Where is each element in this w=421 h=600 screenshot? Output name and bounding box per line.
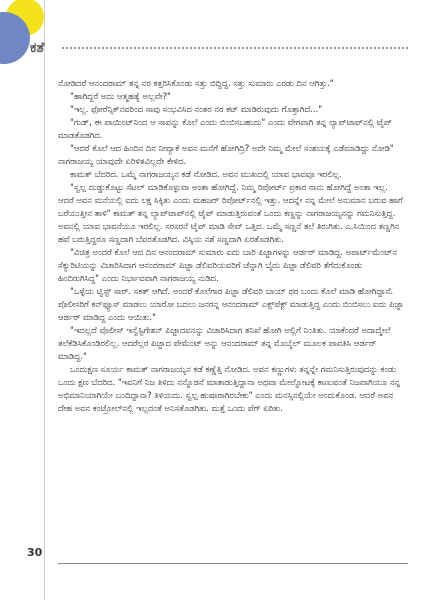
paragraph: "ಆದರೆ ಕೊಲೆ ಆದ ಹಿಂದಿನ ದಿನ ನೀವ್ಯಾಕೆ ಅವನ ಮನೆಗೆ ಹೋಗಿದ್ರಿ? ಅದೇ ನಿಮ್ಮ ಮೇಲೆ ಸಂಶಯಕ್ಕೆ ಎಡೆಮಾಡಿದ್ದು ನೋಡಿ" ನಾಗರಾಜಯ್ಯ ಯಾವುದೇ ಏರಿಳಿತವಿಲ್ಲದೇ ಕೇಳಿದ. [58,143,394,166]
paragraph: "ಇಲ್ಲ. ಫೋರೆನ್ಸಿಕ್‌ನವರಿಂದ ಸಾವು ಸಂಭವಿಸಿದ ನಂತರ ನರ ಕಟ್ ಮಾಡಿರುವುದು ಗೊತ್ತಾಗಿದೆ..." [70,104,323,114]
paragraph: "ಸ್ವಲ್ಪ ದುಡ್ಡುಕೊಟ್ಟು ಸೆಟಲ್ ಮಾಡಿಕೊಳ್ಳುವಾ ಅಂತಾ ಹೋಗಿದ್ದೆ. ನಿಮ್ಮ ರಿಪೋರ್ಟ್ ಪ್ರಕಾರ ನಾನು ಹೋಗಿದ್ದೆ ಅಂತಾ ಇಲ್ಲ. ಆದರೆ ಅವನ ಮನೆಯಲ್ಲಿ ಐದು ಲಕ್ಷ ಸಿಕ್ಕಿತು ಎಂದು ಮಹಜರ್ ರಿಪೋರ್ಟ್‌ನಲ್ಲಿ ಇತ್ತು. ಆದನ್ನೇ ನನ್ನ ಮೇಲೆ ಅನುಮಾನ ಬರುವ ಹಾಗೆ ಬರೆಯುತ್ತೀನ ತಾಳಿ" ಕಾಮತ್ ತನ್ನ ಲ್ಯಾಪ್‌ಟಾಪ್‌ನಲ್ಲಿ ಟೈಪ್ ಮಾಡುತ್ತಿರುವಂತೆ ಒಂದು ಕಣ್ಣನ್ನು ನಾಗರಾಜಯ್ಯನನ್ನು ಗಮನಿಸುತ್ತಿದ್ದ. ಅವನಲ್ಲಿ ಯಾವ ಭಾವನೆಯೂ ಇರಲಿಲ್ಲ. ಸರಸರನೆ ಟೈಪ್ ಮಾಡಿ ಸೇವ್ ಒತ್ತಿದ. ಒಮ್ಮೆ ಸಣ್ಣನೆ ತಲೆ ತಿರುಗಿತು. ಎ.ಸಿಯಿಂದ ತಣ್ಣಗಿನ ಹವೆ ಬರುತ್ತಿದ್ದರೂ ಸಣ್ಣದಾಗಿ ಬೆವರತೊಡಗಿದ. ವಿಸ್ಕಿಯ ನಶೆ ಸಣ್ಣದಾಗಿ ಏರತೊಡಗಿತು. [58,182,403,244]
paragraph: "ಒಳ್ಳೆಯ ಟ್ವಿಸ್ಟ್ ಸಾರ್. ಸಕತ್ ಆಗಿದೆ. ಅಂದರೆ ಕೊಲೆಗಾರ ಪಿಜ್ಜಾ ಡೆಲಿವರಿ ಬಾಯ್ ಥರ ಬಂದು ಕೊಲೆ ಮಾಡಿ ಹೋಗಿದ್ದಾನೆ. ಪೊಲೀಸರಿಗೆ ಕನ್‌ಫ್ಯೂಸ್ ಮಾಡಲು ಯಾರೋ ಬದಲು ಜನರನ್ನ ಆನಂದರಾಮ್ ಎಕ್ಸ್‌ಪೆಕ್ಟ್ ಮಾಡುತ್ತಿದ್ದ ಎಂದು ಬಿಂಬಿಸಲು ಐದು ಪಿಜ್ಜಾ ಆರ್ಡರ್ ಮಾಡಿದ್ದ ಎಂದು ಆಯಿತು." [58,286,404,322]
paragraph: "ವಿಚಿತ್ರ ಅಂದರೆ ಕೊಲೆ ಆದ ದಿನ ಆನಂದರಾಮ್ ಸುಮಾರು ಐದು ಬಾರಿ ಪಿಜ್ಜಾಗಳನ್ನು ಆರ್ಡರ್ ಮಾಡಿದ್ದ. ಅಪಾರ್ಟ್‌ಮೆಂಟ್‌ನ ಸೆಕ್ಯುರಿಟಿಯನ್ನು ವಿಚಾರಿಸಿದಾಗ ಆನಂದರಾಮ್ ಪಿಜ್ಜಾ ಡೆಲಿವರಿಯವರಿಗೆ ಚೆನ್ನಾಗಿ ಬೈದು ಪಿಜ್ಜಾ ಡೆಲಿವರಿ ತೆಗೆದುಕೊಂಡು ಹಿಂದಿರುಗಿಸಿದ್ದ" ಎಂದು ನಿರ್ಭಾವವಾಗಿ ನಾಗರಾಜಯ್ಯ ನುಡಿದ. [58,247,397,283]
margin-rule [44,0,45,600]
paragraph: "ಇದಲ್ಲದೆ ಪೊಲೀಸ್ ಇನ್ವೆಸ್ಟಿಗೇಶನ್ ಪಿಜ್ಜಾದವನನ್ನು ವಿಚಾರಿಸಿದಾಗ ತನಿಖೆ ಹೋಗಿ ಅಲ್ಲಿಗೆ ನಿಂತಿತು. ಯಾಕೆಂದರೆ ಅದಾದ್ಮೇಲೆ ತಲೆಕೆಡಿಸಿಕೊಂಡಿರಲಿಲ್ಲ. ಆದರೆಲ್ಲರ ಪಿಜ್ಜಾದ ಪೇಮೆಂಟ್ ಅನ್ನು ಆನಂದರಾಮ್ ತನ್ನ ಮೊಬೈಲ್ ಮೂಲಕ ಪಾವತಿಸಿ ಆರ್ಡರ್ ಮಾಡಿದ್ದ." [58,325,391,361]
paragraph: ನೋಡಿದರೆ ಆನಂದರಾಮ್ ತನ್ನ ನರ ಕತ್ತರಿಸಿಕೊಂಡು ಸತ್ತು ಬಿದ್ದಿದ್ದ. ಸತ್ತು ಸುಮಾರು ಎರಡು ದಿನ ಆಗಿತ್ತು." [58,78,334,88]
footer-rule [58,563,408,564]
paragraph: "ಗುಡ್, ಈ ಪಾಯಿಂಟ್‌ನಿಂದ ಆ ಸಾವನ್ನು ಕೊಲೆ ಎಂದು ಬಿಂಬಿಸಬಹುದು" ಎಂದು ವೇಗವಾಗಿ ತನ್ನ ಲ್ಯಾಪ್‌ಟಾಪ್‌ನಲ್ಲಿ ಟೈಪ್ ಮಾಡತೊಡಗಿದ. [58,117,392,140]
header-dotted-rule [62,47,408,49]
paragraph: ಒಂದುಕ್ಷಣ ಸೂರ್ಯ ಕಾಮತ್ ನಾಗರಾಜಯ್ಯನ ಕಡೆ ಕಣ್ಣೆತ್ತಿ ನೋಡಿದ. ಅವನ ಕಣ್ಣುಗಳು ತನ್ನನ್ನೇ ಗಮನಿಸುತ್ತಿರುವುದನ್ನು ಕಂಡು ಒಂದು ಕ್ಷಣ ಬೆದರಿದ. "ಇವನಿಗೆ ನಿಜ ತಿಳಿದು ನನ್ನೊಡನೆ ಮಾತಾಡುತ್ತಿದ್ದಾನಾ ಅಥವಾ ಮೇಲ್ನೋಟಕ್ಕೆ ಕಾಣುವಂತೆ ನಿಜವಾಗಿಯೂ ನನ್ನ ಅಭಿಮಾನಿಯಾಗಿಯೇ ಬಂದಿದ್ದಾನಾ? ತಿಳಿಯದು. ಸ್ವಲ್ಪ ಹುಷಾರಾಗಿರಬೇಕು" ಎಂದು ಮನಸ್ಸಿನಲ್ಲಿಯೇ ಅಂದುಕೊಂಡ. ಆದರೆ ಅವನ ದೇಹ ಅವನ ಕಂಟ್ರೋಲ್‌ನಲ್ಲಿ ಇಲ್ಲದಂತೆ ಅನಿಸತೊಡಗಿತು. ಮತ್ತೆ ಒಂದು ಪೆಗ್ ಏರಿತು. [58,364,401,413]
paragraph: "ಹಾಗಿದ್ದರೆ ಅದು ಆತ್ಮಹತ್ಯೆ ಅಲ್ಲವೇ?" [70,91,171,101]
paragraph: ಕಾಮತ್ ಬೆದರಿದ. ಒಮ್ಮೆ ನಾಗರಾಜಯ್ಯನ ಕಡೆ ನೋಡಿದ. ಅವನ ಮುಖದಲ್ಲಿ ಯಾವ ಭಾವವೂ ಇರಲಿಲ್ಲ. [70,169,342,179]
page-number: 30 [27,546,43,559]
story-body [58,77,406,415]
section-label: ಕತೆ [30,40,45,56]
